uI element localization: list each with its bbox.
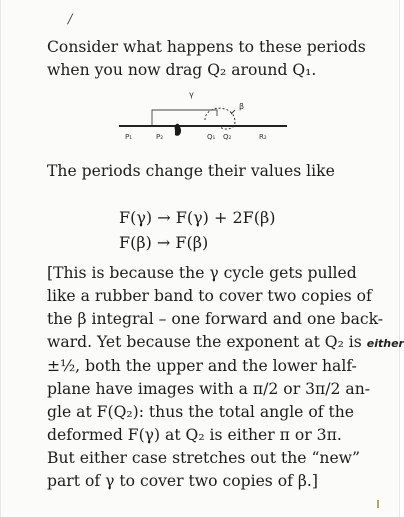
point-label-p2: P₂ xyxy=(156,133,164,141)
explanation-line-9: But either case stretches out the “new” xyxy=(47,449,361,467)
handwritten-note: either xyxy=(366,337,404,350)
point-label-r2: R₂ xyxy=(259,133,267,141)
explanation-line-10: part of γ to cover two copies of β.] xyxy=(47,472,318,490)
periods-paragraph xyxy=(47,160,369,183)
page-mark: / xyxy=(68,12,73,27)
explanation-line-4: ward. Yet because the exponent at Q₂ is xyxy=(47,333,362,351)
explanation-line-7: gle at F(Q₂): thus the total angle of the xyxy=(47,403,355,421)
explanation-line-4-wrap xyxy=(47,331,404,355)
intro-line-2: when you now drag Q₂ around Q₁. xyxy=(47,61,317,79)
gamma-label: γ xyxy=(189,90,194,99)
explanation-paragraph xyxy=(47,262,404,493)
explanation-line-5: ±½, both the upper and the lower half- xyxy=(47,357,357,375)
point-label-q1: Q₁ xyxy=(207,133,216,141)
cycle-diagram-svg xyxy=(119,86,289,156)
beta-label: β xyxy=(239,102,245,111)
equations-block xyxy=(119,205,275,255)
explanation-line-3: the β integral – one forward and one back- xyxy=(47,310,384,328)
intro-line-1: Consider what happens to these periods xyxy=(47,38,366,56)
point-label-p1: P₁ xyxy=(125,133,133,141)
explanation-line-8: deformed F(γ) at Q₂ is either π or 3π. xyxy=(47,426,342,444)
point-label-q2: Q₂ xyxy=(223,133,232,141)
margin-mark xyxy=(377,500,379,508)
gamma-cycle-path xyxy=(152,110,217,125)
explanation-line-6: plane have images with a π/2 or 3π/2 an- xyxy=(47,380,371,398)
intro-paragraph xyxy=(47,36,369,82)
equation-1: F(γ) → F(γ) + 2F(β) xyxy=(119,208,276,227)
explanation-line-1: [This is because the γ cycle gets pulled xyxy=(47,264,357,282)
periods-line: The periods change their values like xyxy=(47,162,335,180)
explanation-line-2: like a rubber band to cover two copies of xyxy=(47,287,372,305)
cycle-diagram xyxy=(119,86,289,156)
equation-2: F(β) → F(β) xyxy=(119,233,209,252)
beta-arrow xyxy=(231,110,235,114)
